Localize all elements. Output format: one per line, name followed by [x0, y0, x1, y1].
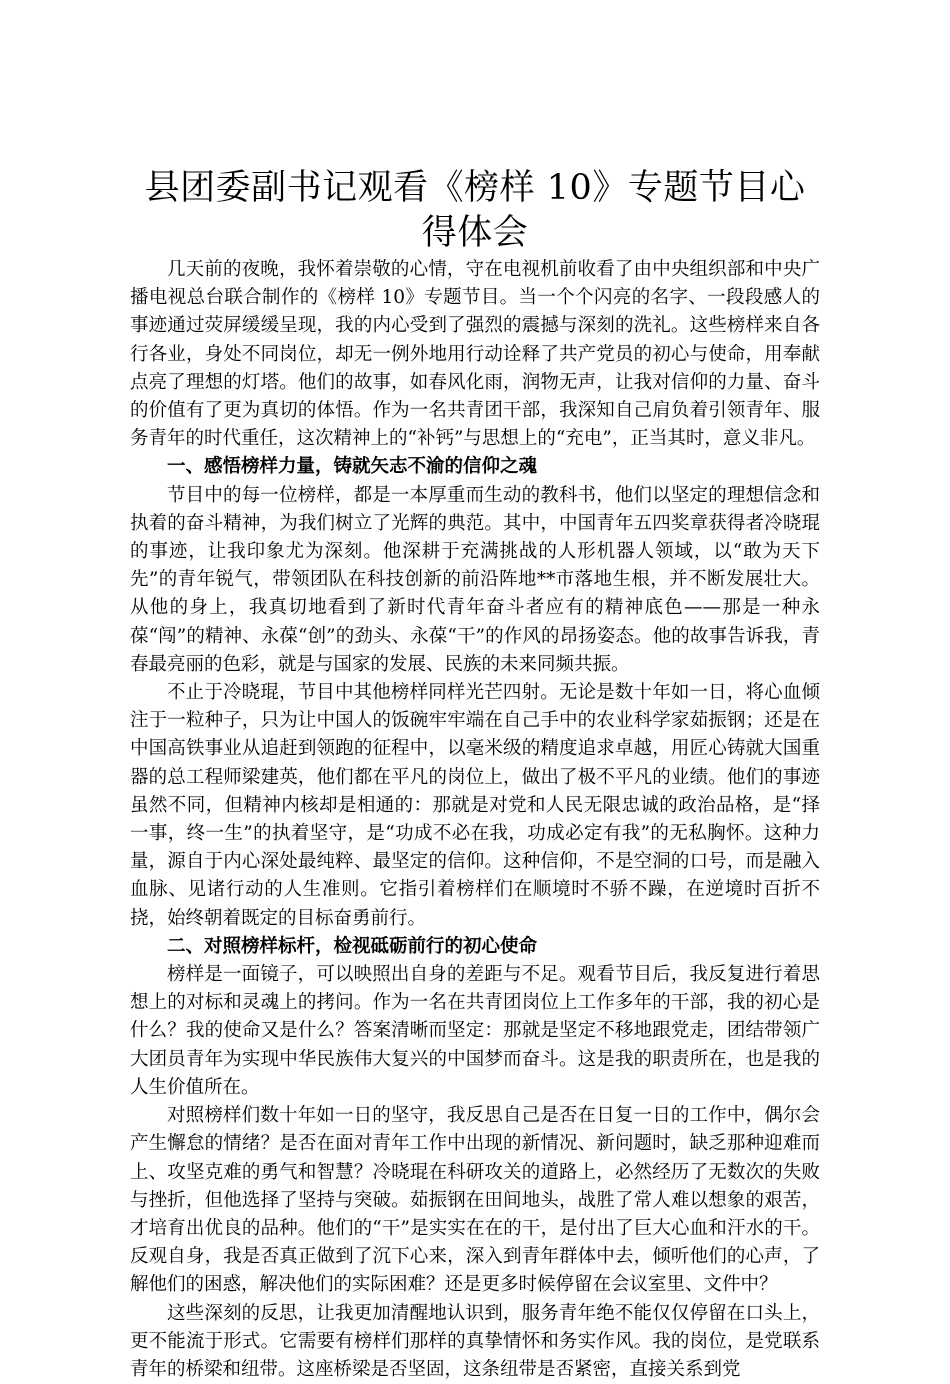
- document-body: [130, 256, 820, 1384]
- document-title: 县团委副书记观看《榜样 10》专题节目心得体会: [144, 168, 806, 253]
- section-heading-1: 一、感悟榜样力量，铸就矢志不渝的信仰之魂: [167, 456, 538, 478]
- section2-paragraph-3: 这些深刻的反思，让我更加清醒地认识到，服务青年绝不能仅仅停留在口头上，更不能流于形式。它需要有榜样们那样的真挚情怀和务实作风。我的岗位，是党联系青年的桥梁和纽带。这座桥梁是否坚固，这条纽带是否紧密，直接关系到党: [130, 1302, 820, 1380]
- section1-paragraph-2: 不止于冷晓琨，节目中其他榜样同样光芒四射。无论是数十年如一日，将心血倾注于一粒种子，只为让中国人的饭碗牢牢端在自己手中的农业科学家茹振钢；还是在中国高铁事业从追赶到领跑的征程中，以毫米级的精度追求卓越，用匠心铸就大国重器的总工程师梁建英，他们都在平凡的岗位上，做出了极不平凡的业绩。他们的事迹虽然不同，但精神内核却是相通的：那就是对党和人民无限忠诚的政治品格，是“择一事，终一生”的执着坚守，是“功成不必在我，功成必定有我”的无私胸怀。这种力量，源自于内心深处最纯粹、最坚定的信仰。这种信仰，不是空洞的口号，而是融入血脉、见诸行动的人生准则。它指引着榜样们在顺境时不骄不躁，在逆境时百折不挠，始终朝着既定的目标奋勇前行。: [130, 682, 820, 929]
- intro-paragraph: 几天前的夜晚，我怀着崇敬的心情，守在电视机前收看了由中央组织部和中央广播电视总台联合制作的《榜样 10》专题节目。当一个个闪亮的名字、一段段感人的事迹通过荧屏缓缓呈现，我的内心受到了强烈的震撼与深刻的洗礼。这些榜样来自各行各业，身处不同岗位，却无一例外地用行动诠释了共产党员的初心与使命，用奉献点亮了理想的灯塔。他们的故事，如春风化雨，润物无声，让我对信仰的力量、奋斗的价值有了更为真切的体悟。作为一名共青团干部，我深知自己肩负着引领青年、服务青年的时代重任，这次精神上的“补钙”与思想上的“充电”，正当其时，意义非凡。: [130, 259, 820, 450]
- section1-paragraph-1: 节目中的每一位榜样，都是一本厚重而生动的教科书，他们以坚定的理想信念和执着的奋斗精神，为我们树立了光辉的典范。其中，中国青年五四奖章获得者冷晓琨的事迹，让我印象尤为深刻。他深耕于充满挑战的人形机器人领域，以“敢为天下先”的青年锐气，带领团队在科技创新的前沿阵地**市落地生根，并不断发展壮大。从他的身上，我真切地看到了新时代青年奋斗者应有的精神底色——那是一种永葆“闯”的精神、永葆“创”的劲头、永葆“干”的作风的昂扬姿态。他的故事告诉我，青春最亮丽的色彩，就是与国家的发展、民族的未来同频共振。: [130, 484, 820, 675]
- section2-paragraph-2: 对照榜样们数十年如一日的坚守，我反思自己是否在日复一日的工作中，偶尔会产生懈怠的情绪？是否在面对青年工作中出现的新情况、新问题时，缺乏那种迎难而上、攻坚克难的勇气和智慧？冷晓琨在科研攻关的道路上，必然经历了无数次的失败与挫折，但他选择了坚持与突破。茹振钢在田间地头，战胜了常人难以想象的艰苦，才培育出优良的品种。他们的“干”是实实在在的干，是付出了巨大心血和汗水的干。反观自身，我是否真正做到了沉下心来，深入到青年群体中去，倾听他们的心声，了解他们的困惑，解决他们的实际困难？还是更多时候停留在会议室里、文件中？: [130, 1105, 820, 1296]
- section2-paragraph-1: 榜样是一面镜子，可以映照出自身的差距与不足。观看节目后，我反复进行着思想上的对标和灵魂上的拷问。作为一名在共青团岗位上工作多年的干部，我的初心是什么？我的使命又是什么？答案清晰而坚定：那就是坚定不移地跟党走，团结带领广大团员青年为实现中华民族伟大复兴的中国梦而奋斗。这是我的职责所在，也是我的人生价值所在。: [130, 964, 820, 1098]
- section-heading-2: 二、对照榜样标杆，检视砥砺前行的初心使命: [167, 935, 538, 957]
